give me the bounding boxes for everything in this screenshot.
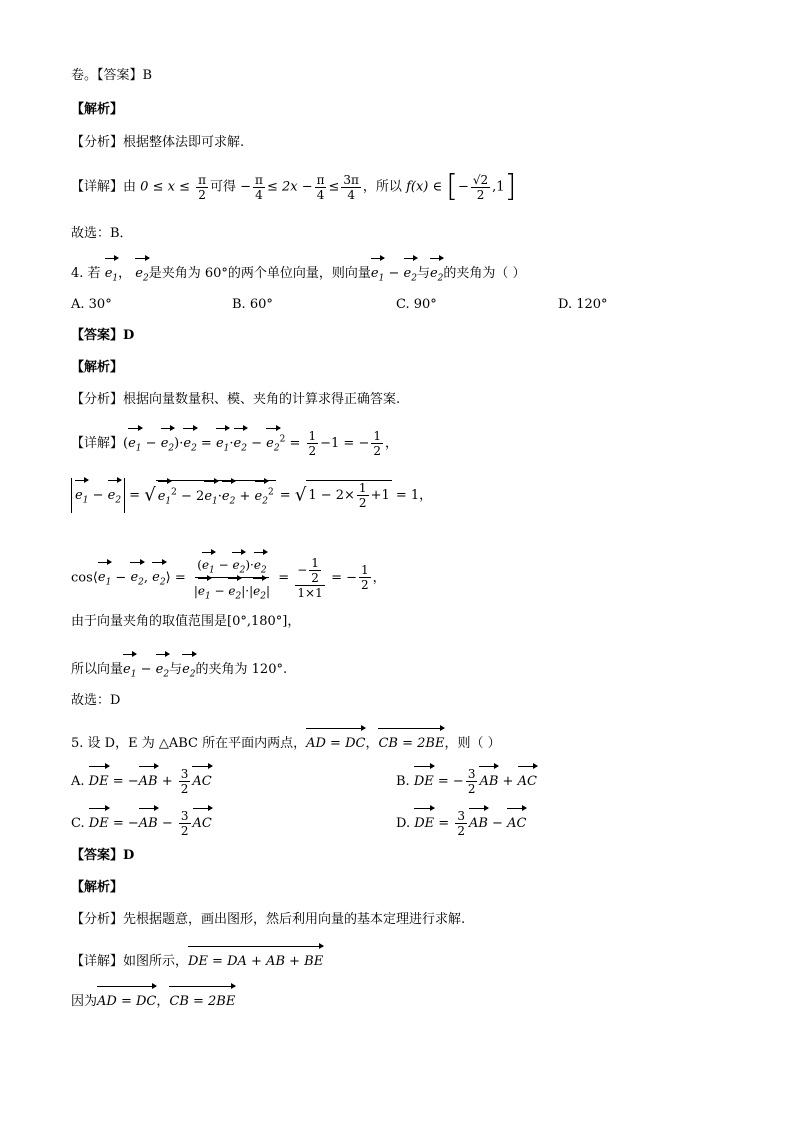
q4-xiangjie-line2: $e_1 - e_2$ = √ $e_1^2 - 2e_1\cdot e_2 + e_2^2$ = √ 1 − 2× $\frac{1}{2}$ +1 = 1，: [71, 478, 432, 513]
q5-option-d: D. DE = $\frac{3}{2}$ AB − AC: [396, 809, 527, 838]
q5-jiexi-heading: 【解析】: [71, 880, 124, 895]
q4-option-b: B. 60°: [232, 297, 273, 312]
q4-range: 由于向量夹角的取值范围是[0°,180°]，: [71, 614, 301, 629]
q5-fenxi: 【分析】先根据题意，画出图形，然后利用向量的基本定理进行求解.: [71, 912, 466, 927]
q4-option-c: C. 90°: [396, 297, 437, 312]
q5-stem: 5. 设 D，E 为 △ABC 所在平面内两点，AD = DC，CB = 2BE，则（ ）: [71, 728, 501, 754]
q5-option-a: A. DE = −AB + $\frac{3}{2}$ AC: [71, 767, 212, 796]
q4-stem: 4. 若 $e_1$， $e_2$是夹角为 60°的两个单位向量，则向量$e_1 - e_2$与$e_2$的夹角为（ ）: [71, 258, 526, 289]
q4-option-d: D. 120°: [558, 297, 608, 312]
q4-xiangjie-line3: $\cos⟨e_1 - e_2$, $e_2⟩$ = $\frac{(e_1 - e_2)\cdot e_2}{|e_1 - e_2|\cdot|e_2|}$ = − $\frac{1}{2}$ 1×1 = − $\frac{1}{2}$ ，: [71, 552, 386, 604]
q3-xiangjie: 【详解】由 0 ≤ x ≤ $\frac{\pi}{2}$ 可得 − $\frac{\pi}{4}$ ≤ 2x − $\frac{\pi}{4}$ ≤ $\frac{3\pi}{4}$ ，所以 f(x) ∈ [− $\frac{√2}{2}$ ,1]: [71, 169, 517, 204]
q5-yinwei: 因为AD = DC，CB = 2BE: [71, 986, 235, 1012]
vector-e2: $e_2$: [135, 258, 148, 289]
q5-option-b: B. DE = − $\frac{3}{2}$ AB + AC: [396, 767, 537, 796]
q3-jiexi-heading: 【解析】: [71, 102, 124, 117]
q3-answer-line: 卷。【答案】B: [71, 68, 153, 83]
q4-choose: 故选：D: [71, 693, 121, 708]
q4-conclusion: 所以向量$e_1 - e_2$与$e_2$的夹角为 120°.: [71, 654, 287, 685]
q5-xiangjie: 【详解】如图所示，DE = DA + AB + BE: [71, 946, 323, 972]
vector-e1: $e_1$: [105, 258, 118, 289]
q4-fenxi: 【分析】根据向量数量积、模、夹角的计算求得正确答案.: [71, 392, 401, 407]
q5-answer: 【答案】D: [71, 848, 135, 863]
q4-jiexi-heading: 【解析】: [71, 360, 124, 375]
q5-option-c: C. DE = −AB − $\frac{3}{2}$ AC: [71, 809, 212, 838]
q3-choose: 故选：B．: [71, 226, 133, 241]
q4-xiangjie-line1: 【详解】$(e_1 - e_2)\cdot e_2 = e_1\cdot e_2 - e_2^2$ = $\frac{1}{2}$ −1 = − $\frac{1}{2}$ ，: [71, 429, 399, 458]
q4-option-a: A. 30°: [71, 297, 112, 312]
q4-answer: 【答案】D: [71, 328, 135, 343]
q3-xiangjie-label: 【详解】: [71, 179, 124, 195]
q3-fenxi: 【分析】根据整体法即可求解.: [71, 135, 245, 150]
